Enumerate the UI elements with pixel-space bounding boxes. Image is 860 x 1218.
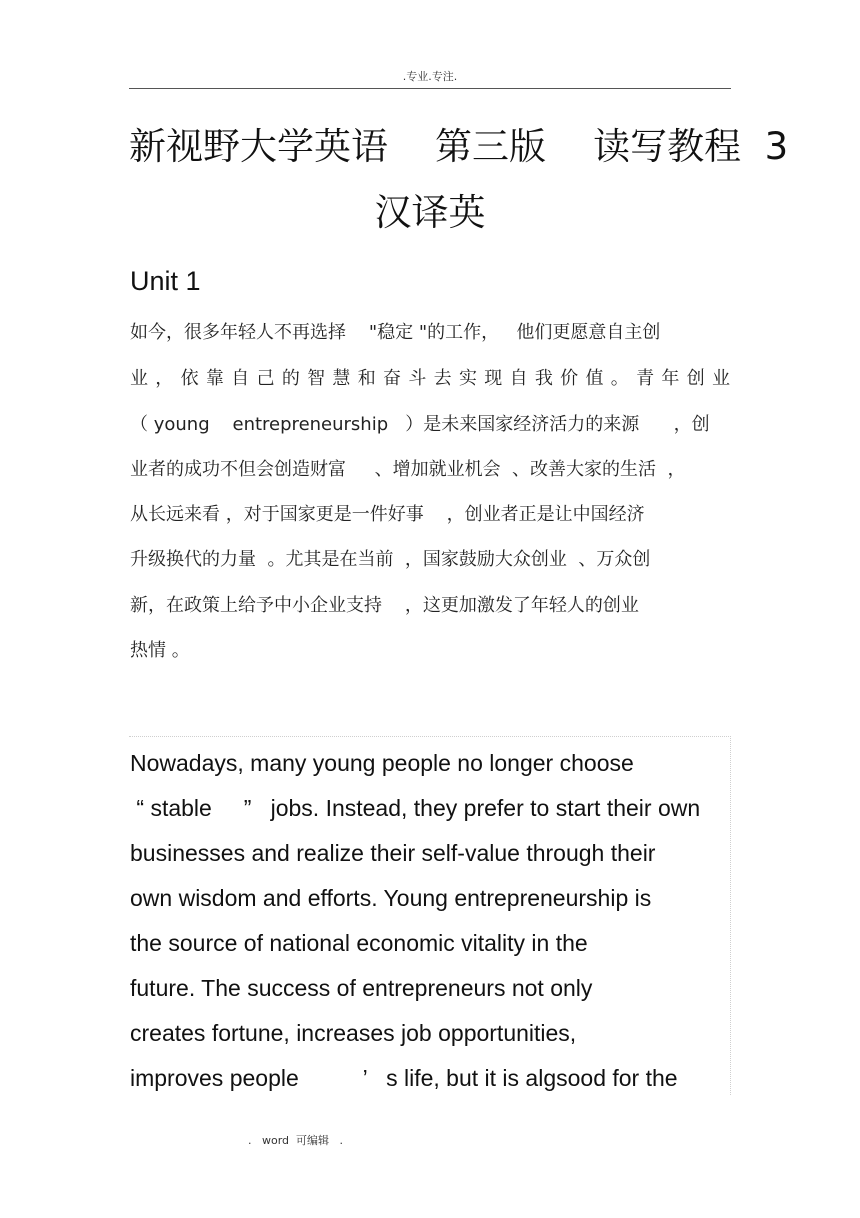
header-divider	[129, 88, 731, 89]
document-title-line-1: 新视野大学英语 第三版 读写教程 3	[129, 125, 789, 168]
chinese-paragraph-line: 业，依靠自己的智慧和奋斗去实现自我价值。青年创业	[130, 368, 730, 389]
unit-heading: Unit 1	[130, 266, 201, 296]
page-footer: . word 可编辑 .	[248, 1134, 344, 1147]
chinese-paragraph-line: 新，在政策上给予中小企业支持 ，这更加激发了年轻人的创业	[130, 595, 639, 616]
english-paragraph-line: future. The success of entrepreneurs not only	[130, 975, 593, 1001]
document-title-line-2: 汉译英	[374, 191, 486, 234]
chinese-paragraph-line: （ young entrepreneurship ）是未来国家经济活力的来源 ，创	[130, 414, 710, 435]
english-paragraph-line: “ stable ” jobs. Instead, they prefer to start their own	[130, 795, 701, 821]
chinese-paragraph-line: 热情 。	[130, 640, 190, 661]
english-paragraph-line: Nowadays, many young people no longer choose	[130, 750, 634, 776]
page-header: .专业.专注.	[402, 70, 458, 83]
chinese-paragraph-line: 升级换代的力量 。尤其是在当前 ，国家鼓励大众创业 、万众创	[130, 549, 651, 570]
chinese-paragraph-line: 从长远来看 ，对于国家更是一件好事 ，创业者正是让中国经济	[130, 504, 645, 525]
english-paragraph-line: improves people ’ s life, but it is algsood for the	[130, 1065, 678, 1091]
english-paragraph-line: the source of national economic vitality in the	[130, 930, 588, 956]
chinese-paragraph-line: 业者的成功不但会创造财富 、增加就业机会 、改善大家的生活 ，	[130, 459, 686, 480]
chinese-paragraph-line: 如今，很多年轻人不再选择 "稳定 "的工作， 他们更愿意自主创	[130, 322, 661, 343]
english-paragraph-line: creates fortune, increases job opportunities,	[130, 1020, 577, 1046]
english-paragraph-line: businesses and realize their self-value through their	[130, 840, 656, 866]
english-paragraph-line: own wisdom and efforts. Young entrepreneurship is	[130, 885, 652, 911]
